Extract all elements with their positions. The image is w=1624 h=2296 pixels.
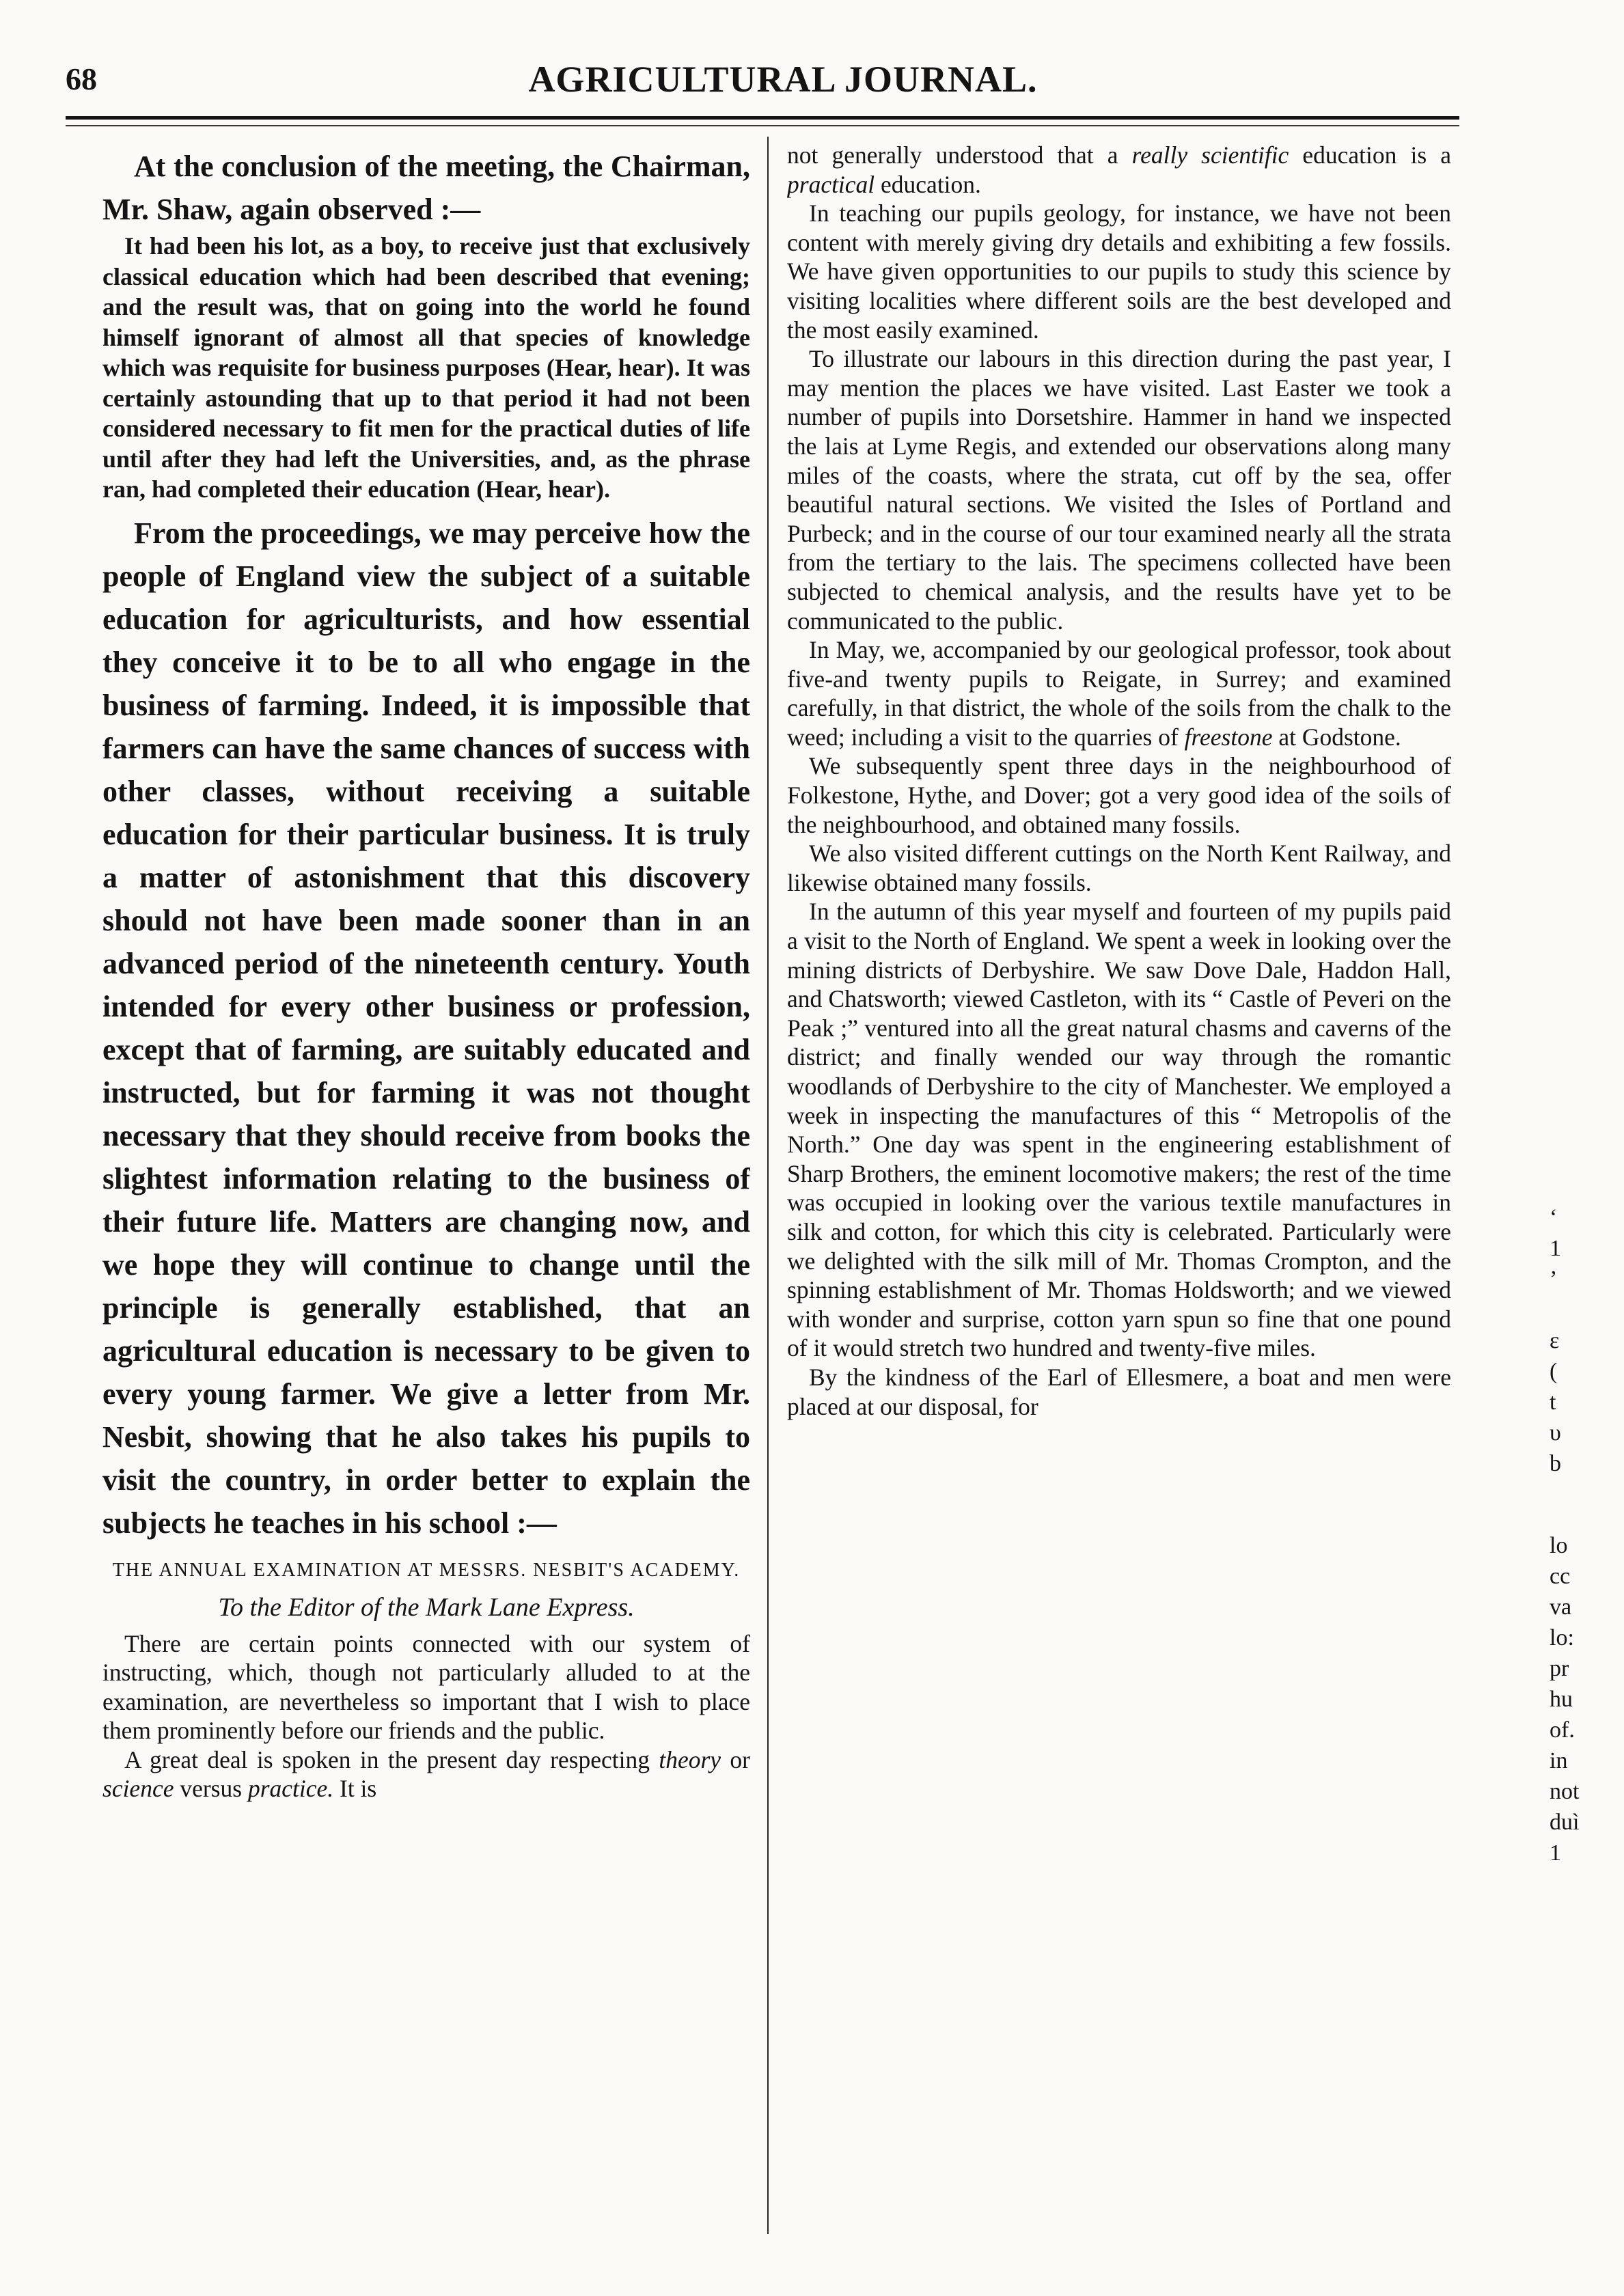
body-paragraph: By the kindness of the Earl of Ellesmere, a boat and men were placed at our disposal, for bbox=[787, 1363, 1451, 1420]
body-paragraph: not generally understood that a really scientific education is a practical education. bbox=[787, 141, 1451, 198]
editorial-commentary: From the proceedings, we may perceive how the people of England view the subject of a suitable education for agriculturists, and how essential they conceive it to be to all who engage in the business of farming. Indeed, it is impossible that farmers can have the same chances of success with other classes, without receiving a suitable education for their particular business. It is truly a matter of astonishment that this discovery should not have been made sooner than in an advanced period of the nineteenth century. Youth intended for every other business or profession, except that of farming, are suitably educated and instructed, but for farming it was not thought necessary that they should receive from books the slightest information relating to the business of their future life. Matters are changing now, and we hope they will continue to change until the principle is generally established, that an agricultural education is necessary to be given to every young farmer. We give a letter from Mr. Nesbit, showing that he also takes his pupils to visit the country, in order better to explain the subjects he teaches in his school :— bbox=[102, 516, 750, 1540]
intro-paragraph: At the conclusion of the meeting, the Chairman, Mr. Shaw, again observed :— bbox=[102, 150, 750, 226]
margin-fragment: cc bbox=[1550, 1564, 1571, 1589]
margin-fragment: of. bbox=[1550, 1717, 1575, 1743]
left-column bbox=[102, 134, 750, 2252]
margin-fragment: υ bbox=[1550, 1420, 1561, 1446]
header-rule-thin bbox=[66, 125, 1459, 126]
column-divider bbox=[767, 137, 769, 2234]
margin-fragment: ‘ bbox=[1550, 1205, 1558, 1230]
margin-fragment: t bbox=[1550, 1389, 1556, 1415]
body-paragraph: In teaching our pupils geology, for instance, we have not been content with merely giving dry details and exhibiting a few fossils. We have given opportunities to our pupils to study this science by visiting localities where different soils are the best developed and the most easily examined. bbox=[787, 199, 1451, 344]
right-column bbox=[787, 134, 1451, 2252]
margin-fragments-lower bbox=[1550, 1530, 1618, 1868]
body-paragraph: To illustrate our labours in this direction during the past year, I may mention the places we have visited. Last Easter we took a number of pupils into Dorsetshire. Hammer in hand we inspected the lais at Lyme Regis, and extended our observations along many miles of the coasts, where the strata, cut off by the sea, offer beautiful natural sections. We visited the Isles of Portland and Purbeck; and in the course of our tour examined nearly all the strata from the tertiary to the lais. The specimens collected have been subjected to chemical analysis, and the results have yet to be communicated to the public. bbox=[787, 345, 1451, 635]
letter-paragraph: A great deal is spoken in the present day respecting theory or science versus practice. It is bbox=[102, 1745, 750, 1803]
page-number: 68 bbox=[66, 61, 97, 96]
margin-fragment: va bbox=[1550, 1594, 1572, 1620]
body-paragraph: We subsequently spent three days in the neighbourhood of Folkestone, Hythe, and Dover; got a very good idea of the soils of the neighbourhood, and obtained many fossils. bbox=[787, 752, 1451, 838]
margin-fragment: ’ bbox=[1550, 1267, 1558, 1292]
letter-heading: THE ANNUAL EXAMINATION AT MESSRS. NESBIT'S ACADEMY. bbox=[112, 1559, 741, 1581]
margin-fragment bbox=[1550, 1295, 1618, 1325]
letter-paragraph: There are certain points connected with our system of instructing, which, though not particularly alluded to at the examination, are nevertheless so important that I wish to place them prominently before our friends and the public. bbox=[102, 1629, 750, 1745]
margin-fragment: in bbox=[1550, 1748, 1568, 1773]
margin-fragment: pr bbox=[1550, 1656, 1569, 1681]
body-paragraph: In May, we, accompanied by our geological professor, took about five-and twenty pupils to Reigate, in Surrey; and examined carefully, in that district, the whole of the soils from the chalk to the weed; including a visit to the quarries of freestone at Godstone. bbox=[787, 636, 1451, 751]
margin-fragment: hu bbox=[1550, 1687, 1573, 1712]
running-title: AGRICULTURAL JOURNAL. bbox=[528, 59, 1038, 100]
margin-fragment: b bbox=[1550, 1451, 1561, 1476]
margin-fragments-upper bbox=[1550, 1202, 1618, 1479]
margin-fragment: ( bbox=[1550, 1359, 1558, 1384]
margin-fragment: not bbox=[1550, 1779, 1580, 1804]
letter-addressee: To the Editor of the Mark Lane Express. bbox=[218, 1592, 635, 1622]
header-rule-thick bbox=[66, 116, 1459, 120]
chairman-quote: It had been his lot, as a boy, to receive just that exclusively classical education which had been described that evening; and the result was, that on going into the world he found himself ignorant of almost all that species of knowledge which was requisite for business purposes (Hear, hear). It was certainly astounding that up to that period it had not been considered necessary to fit men for the practical duties of life until after they had left the Universities, and, as the phrase ran, had completed their education (Hear, hear). bbox=[102, 232, 750, 503]
margin-fragment: duì bbox=[1550, 1810, 1580, 1835]
page-header bbox=[66, 57, 1459, 105]
margin-fragment: ε bbox=[1550, 1328, 1560, 1353]
margin-fragment: 1 bbox=[1550, 1236, 1561, 1261]
margin-fragment: lo bbox=[1550, 1533, 1568, 1558]
margin-fragment: 1 bbox=[1550, 1840, 1561, 1866]
body-paragraph: In the autumn of this year myself and fourteen of my pupils paid a visit to the North of England. We spent a week in looking over the mining districts of Derbyshire. We saw Dove Dale, Haddon Hall, and Chatsworth; viewed Castleton, with its “ Castle of Peveri on the Peak ;” ventured into all the great natural chasms and caverns of the district; and finally wended our way through the romantic woodlands of Derbyshire to the city of Manchester. We employed a week in inspecting the manufactures of this “ Metropolis of the North.” One day was spent in the engineering establishment of Sharp Brothers, the eminent locomotive makers; the rest of the time was occupied in looking over the various textile manufactures in silk and cotton, for which this city is celebrated. Particularly were we delighted with the silk mill of Mr. Thomas Crompton, and the spinning establishment of Mr. Thomas Holdsworth; and we viewed with wonder and surprise, cotton yarn spun so fine that one pound of it would stretch two hundred and twenty-five miles. bbox=[787, 898, 1451, 1362]
margin-fragment: lo: bbox=[1550, 1625, 1574, 1650]
body-paragraph: We also visited different cuttings on the North Kent Railway, and likewise obtained many fossils. bbox=[787, 840, 1451, 896]
